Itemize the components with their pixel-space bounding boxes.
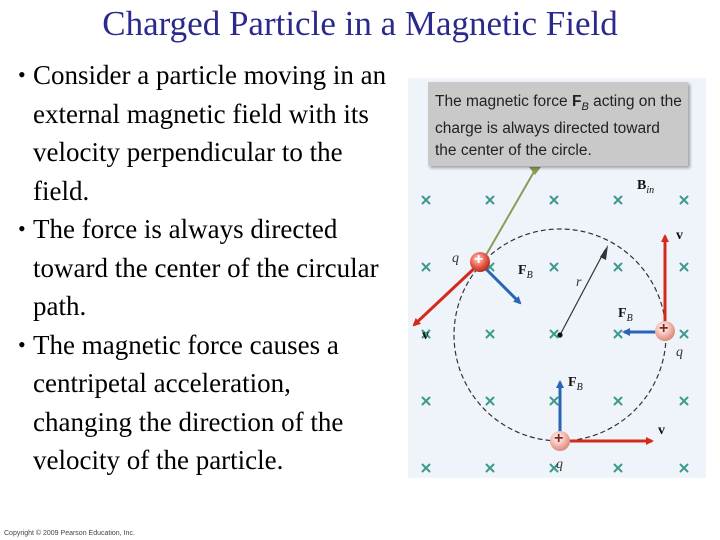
bullet-list (18, 56, 390, 480)
force-label-right (618, 307, 633, 326)
callout-pointer-tip (529, 167, 541, 175)
bullet-text: The magnetic force causes a centripetal acceleration, changing the direction of the velocity of the particle. (33, 329, 344, 475)
charge-label-left: q (452, 251, 459, 266)
bullet-dot: • (18, 62, 26, 87)
field-marker-x (615, 331, 622, 338)
force-symbol: F (518, 263, 527, 278)
magnetic-field-figure (408, 78, 706, 478)
field-label (637, 179, 654, 198)
field-marker-x (681, 465, 688, 472)
field-symbol: B (637, 178, 647, 193)
callout-text-end: acting on the charge is always directed toward the center of the circle. (435, 93, 682, 160)
charge-label-bottom: q (556, 457, 563, 472)
field-marker-x (615, 398, 622, 405)
velocity-label-left: v (422, 328, 429, 343)
bullet-dot: • (18, 216, 26, 241)
field-marker-x (487, 331, 494, 338)
field-marker-x (551, 264, 558, 271)
field-marker-x (551, 197, 558, 204)
force-symbol-subscript: B (581, 101, 589, 114)
field-marker-x (551, 331, 558, 338)
callout-pointer (482, 170, 535, 262)
charge-label-right: q (676, 345, 683, 360)
force-symbol-letter: F (571, 93, 582, 110)
charge-sign-bottom: + (554, 430, 564, 447)
force-arrow-left (483, 266, 520, 303)
callout-text-start: The magnetic force (435, 93, 572, 110)
field-marker-x (423, 398, 430, 405)
charge-sign-left: + (474, 251, 484, 268)
force-symbol: F (618, 306, 627, 321)
velocity-label-right: v (676, 228, 683, 243)
field-marker-x (615, 264, 622, 271)
velocity-arrow-left (414, 263, 480, 325)
field-marker-x (487, 197, 494, 204)
bullet-item (18, 210, 390, 326)
field-marker-x (551, 398, 558, 405)
field-marker-x (615, 197, 622, 204)
center-dot (557, 332, 562, 337)
bullet-text: Consider a particle moving in an external magnetic field with its velocity perpendicular to the field. (33, 60, 387, 206)
field-marker-x (423, 465, 430, 472)
force-subscript: B (526, 269, 533, 281)
field-marker-x (681, 398, 688, 405)
bullet-text: The force is always directed toward the center of the circular path. (33, 214, 379, 321)
field-marker-x (681, 264, 688, 271)
radius-line (560, 250, 605, 335)
field-marker-x (615, 465, 622, 472)
force-label-bottom (568, 376, 583, 395)
force-label-left (518, 264, 533, 283)
radius-label: r (576, 275, 582, 290)
field-marker-x (681, 331, 688, 338)
charge-sign-right: + (659, 320, 669, 337)
force-symbol: F (568, 375, 577, 390)
force-subscript: B (626, 312, 633, 324)
force-subscript: B (576, 381, 583, 393)
velocity-label-bottom: v (658, 423, 665, 438)
field-marker-x (487, 398, 494, 405)
force-symbol (571, 93, 589, 114)
field-marker-x (423, 264, 430, 271)
slide-title: Charged Particle in a Magnetic Field (102, 4, 618, 43)
field-subscript: in (646, 184, 655, 196)
copyright-notice: Copyright © 2009 Pearson Education, Inc. (4, 530, 135, 537)
field-marker-x (487, 465, 494, 472)
callout-text (435, 91, 685, 162)
bullet-dot: • (18, 331, 26, 357)
bullet-item (18, 56, 390, 210)
field-marker-x (423, 197, 430, 204)
bullet-item (18, 326, 390, 480)
field-marker-x (681, 197, 688, 204)
explanation-callout (428, 82, 688, 166)
